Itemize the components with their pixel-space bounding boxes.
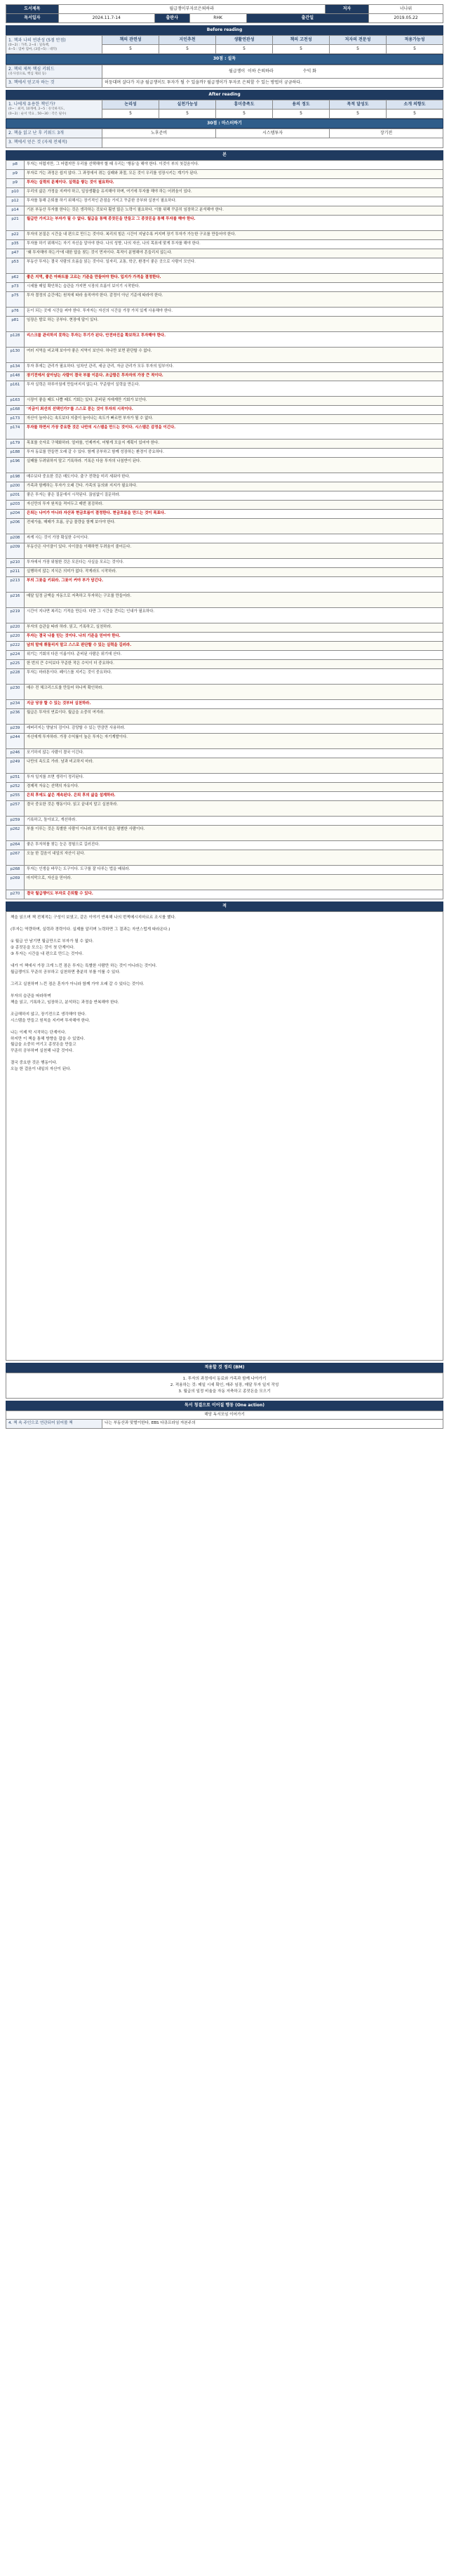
- note-row: [6, 258, 443, 273]
- note-row: [6, 362, 443, 371]
- note-page: p252: [6, 782, 25, 791]
- note-text: 부를 이루는 것은 특별한 사람이 아니라 포기하지 않은 평범한 사람이다.: [25, 825, 443, 840]
- book-title-label: 도서제목: [6, 5, 59, 14]
- note-page: p201: [6, 491, 25, 500]
- note-page: p198: [6, 473, 25, 482]
- note-text: 장기전에서 살아남는 사람이 결국 부를 이룬다. 조급함은 투자자의 가장 큰 적이다.: [25, 371, 443, 381]
- note-row: [6, 197, 443, 206]
- bm-title: 적용할 것 정리 (BM): [6, 1363, 443, 1373]
- note-row: [6, 748, 443, 758]
- note-text: 여러 지역을 비교해 보아야 좋은 지역이 보인다. 하나만 보면 판단할 수 없다.: [25, 347, 443, 362]
- note-text: 실행하지 않는 지식은 의미가 없다. 작게라도 시작하라.: [25, 567, 443, 576]
- publisher: RHK: [189, 14, 246, 23]
- note-page: p259: [6, 816, 25, 825]
- note-page: p220: [6, 632, 25, 641]
- note-page: p173: [6, 414, 25, 423]
- note-text: 가족과 함께하는 투자가 오래 간다. 가족의 동의와 지지가 필요하다.: [25, 482, 443, 491]
- note-page: p14: [6, 206, 25, 215]
- note-page: p208: [6, 534, 25, 543]
- note-page: p10: [6, 187, 25, 197]
- note-text: 투자는 인생을 바꾸는 도구이다. 도구를 잘 다루는 법을 배워라.: [25, 865, 443, 874]
- after-q1-hint: (0~ : 최저, 10개에, 2~5 : 유익하지도, (0~2) : 순서 역요 , 50~30 : 각은 필수): [8, 107, 67, 116]
- note-row: [6, 650, 443, 659]
- note-text: 은퇴 후에도 삶은 계속된다. 은퇴 후의 삶을 설계하라.: [25, 791, 443, 800]
- after-q1-label: [6, 100, 102, 119]
- note-page: p81: [6, 316, 25, 331]
- note-row: [6, 791, 443, 800]
- note-text: 자신만의 투자 원칙을 적어두고 매번 점검하라.: [25, 500, 443, 509]
- note-page: p128: [6, 331, 25, 347]
- note-row: [6, 659, 443, 668]
- note-text: 부자의 습관을 따라 하라. 읽고, 기록하고, 실천하라.: [25, 623, 443, 632]
- note-text: 경제적 자유는 선택의 자유이다.: [25, 782, 443, 791]
- before-questions-table: [6, 65, 443, 88]
- before-col: 저자의 전문성: [329, 36, 386, 45]
- note-text: 투자 실력은 하루아침에 만들어지지 않는다. 꾸준함이 실력을 만든다.: [25, 381, 443, 396]
- note-text: 투자는 결국 나를 믿는 것이다. 나의 기준을 믿어야 한다.: [25, 632, 443, 641]
- before-score: 5: [273, 45, 330, 54]
- note-text: 부동산은 사이클이 있다. 사이클을 이해하면 두려움이 줄어든다.: [25, 543, 443, 558]
- note-page: p196: [6, 457, 25, 473]
- note-row: [6, 405, 443, 414]
- note-text: 투자 후에는 관리가 필요하다. 임차인 관리, 세금 관리, 자금 관리가 모두 투자의 일부이다.: [25, 362, 443, 371]
- note-text: 싸게 사는 것이 가장 확실한 수익이다.: [25, 534, 443, 543]
- before-q3-label: 3. 책에서 얻고자 하는 것: [6, 78, 102, 87]
- note-row: [6, 782, 443, 791]
- note-text: 좋은 지역, 좋은 아파트를 고르는 기준을 만들어야 한다. 입지가 가격을 결정한다.: [25, 273, 443, 282]
- note-text: 결국 중요한 것은 행동이다. 읽고 끝내지 말고 실천하라.: [25, 800, 443, 816]
- note-page: p53: [6, 258, 25, 273]
- note-page: p76: [6, 307, 25, 316]
- note-text: 투자는 어렵지만, 그 어렵지만 우리를 선택해야 할 때 우리는 '행동'을 해야 한다. 이것이 부의 첫걸음이다.: [25, 160, 443, 169]
- note-text: 남의 말에 휘둘리지 말고 스스로 판단할 수 있는 실력을 길러라.: [25, 641, 443, 650]
- note-text: 실패를 두려워하지 말고 기록하라. 기록은 다음 투자의 나침반이 된다.: [25, 457, 443, 473]
- note-row: [6, 282, 443, 291]
- note-row: [6, 623, 443, 632]
- note-page: p230: [6, 684, 25, 699]
- think-title: 적: [6, 901, 443, 911]
- note-row: [6, 448, 443, 457]
- note-text: 월급만 가지고는 부자가 될 수 없다. 월급을 통해 종잣돈을 만들고 그 종잣돈을 통해 투자를 해야 한다.: [25, 215, 443, 230]
- note-page: p268: [6, 865, 25, 874]
- note-page: p73: [6, 282, 25, 291]
- note-text: 시세를 매일 확인하는 습관을 가지면 시장의 흐름이 보이기 시작한다.: [25, 282, 443, 291]
- note-row: [6, 249, 443, 258]
- note-row: [6, 534, 443, 543]
- note-text: 매수보다 중요한 것은 매도이다. 출구 전략을 미리 세워야 한다.: [25, 473, 443, 482]
- note-page: p239: [6, 724, 25, 733]
- note-page: p9: [6, 169, 25, 178]
- note-text: 부의 그릇을 키워라. 그릇이 커야 부가 담긴다.: [25, 576, 443, 592]
- note-text: 투자에서 가장 위험한 것은 모른다는 사실을 모르는 것이다.: [25, 558, 443, 567]
- note-page: p47: [6, 249, 25, 258]
- note-page: p269: [6, 874, 25, 890]
- note-page: p220: [6, 623, 25, 632]
- after-score: 5: [216, 110, 273, 119]
- note-row: [6, 396, 443, 405]
- note-page: p222: [6, 641, 25, 650]
- before-summary: 30점 : 설독: [6, 54, 443, 64]
- note-row: [6, 273, 443, 282]
- note-row: [6, 331, 443, 347]
- note-row: [6, 439, 443, 448]
- note-page: p148: [6, 371, 25, 381]
- note-page: p219: [6, 607, 25, 623]
- note-page: p35: [6, 239, 25, 249]
- after-col: 용의 정도: [273, 100, 330, 110]
- note-text: 부동산 투자는 결국 사람의 흐름을 읽는 것이다. 일자리, 교통, 학군, 환경이 좋은 곳으로 사람이 모인다.: [25, 258, 443, 273]
- before-q1-hint: (0~2) : 가족, 2~4 : 일독책, 4~5 : 엄마 엄마, (3점~5) : 대작): [8, 43, 58, 51]
- after-questions-table: [6, 128, 443, 147]
- note-text: 투자를 통해 은퇴를 하기 위해서는 장기적인 관점을 가지고 꾸준한 공부와 실천이 필요하다.: [25, 197, 443, 206]
- note-page: p75: [6, 291, 25, 307]
- note-row: [6, 724, 443, 733]
- note-page: p257: [6, 800, 25, 816]
- note-row: [6, 576, 443, 592]
- after-keyword: 장기전: [330, 129, 443, 138]
- note-text: 좋은 투자처를 찾는 눈은 경험으로 길러진다.: [25, 840, 443, 850]
- note-row: [6, 518, 443, 534]
- note-row: [6, 473, 443, 482]
- note-row: [6, 509, 443, 518]
- note-page: p188: [6, 448, 25, 457]
- note-page: p264: [6, 840, 25, 850]
- after-q3-label: 3. 책에서 얻은 것 (자제 전체적): [6, 138, 102, 147]
- after-score: 5: [329, 110, 386, 119]
- note-text: 마지막으로, 자신을 믿어라.: [25, 874, 443, 890]
- note-text: 매달 일정 금액을 자동으로 저축하고 투자하는 구조를 만들어라.: [25, 592, 443, 607]
- before-score: 5: [159, 45, 216, 54]
- before-q2-keywords: 월급쟁이 이하 은퇴하라 수익 화: [102, 65, 443, 78]
- read-date-label: 독서일자: [6, 14, 59, 23]
- note-text: 시간이 지나면 복리는 기적을 만든다. 다만 그 시간을 견디는 인내가 필요하다.: [25, 607, 443, 623]
- note-row: [6, 567, 443, 576]
- note-page: p251: [6, 773, 25, 782]
- note-page: p267: [6, 850, 25, 865]
- note-text: 투자 동료를 만들면 오래 갈 수 있다. 함께 공부하고 함께 성장하는 환경이 중요하다.: [25, 448, 443, 457]
- note-row: [6, 381, 443, 396]
- note-text: 한 번의 큰 수익보다 꾸준한 작은 수익이 더 중요하다.: [25, 659, 443, 668]
- note-page: p203: [6, 500, 25, 509]
- after-reading-table: [6, 100, 443, 119]
- author: 너나위: [369, 5, 443, 14]
- note-text: 결국 월급쟁이도 부자로 은퇴할 수 있다.: [25, 890, 443, 899]
- note-text: 투자 결정의 순간에는 원칙에 따라 움직여야 한다. 감정이 아닌 기준에 따라야 한다.: [25, 291, 443, 307]
- note-row: [6, 840, 443, 850]
- before-col: 책의 고전성: [273, 36, 330, 45]
- before-q2-text: 2. 책의 제목 핵심 키워드: [8, 66, 55, 72]
- before-col: 지인추천: [159, 36, 216, 45]
- note-text: 포기하지 않는 사람이 결국 이긴다.: [25, 748, 443, 758]
- after-score: 5: [273, 110, 330, 119]
- before-q2-hint: (유사성으로, 핵심 제외 등): [8, 72, 46, 76]
- note-row: [6, 641, 443, 650]
- after-score: 5: [102, 110, 159, 119]
- note-page: p12: [6, 197, 25, 206]
- note-page: p210: [6, 558, 25, 567]
- note-row: [6, 543, 443, 558]
- note-page: p179: [6, 439, 25, 448]
- note-row: [6, 491, 443, 500]
- action-label: 4. 책 속 주인으로 연관되어 읽어볼 책: [6, 1420, 102, 1429]
- note-row: [6, 558, 443, 567]
- note-page: p8: [6, 160, 25, 169]
- after-col: 논리성: [102, 100, 159, 110]
- note-row: [6, 215, 443, 230]
- after-keyword: 시스템투자: [216, 129, 330, 138]
- after-summary: 30점 : 마스터하기: [6, 119, 443, 128]
- note-page: p224: [6, 650, 25, 659]
- note-page: p225: [6, 659, 25, 668]
- before-q1-label: [6, 36, 102, 54]
- note-page: p255: [6, 791, 25, 800]
- note-page: p200: [6, 482, 25, 491]
- note-row: [6, 684, 443, 699]
- note-text: 투자 일지를 쓰면 생각이 정리된다.: [25, 773, 443, 782]
- note-text: 오늘 한 걸음이 내일의 자산이 된다.: [25, 850, 443, 865]
- action-answer: 나는 부동산과 맞벌이한다, EBS 다큐프라임 자본주의: [102, 1420, 443, 1429]
- note-text: 기본 부동산 투자를 한다는 것은 생각하는 것보다 훨씬 많은 노력이 필요하다. 이를 위해 꾸준히 임장하고 분석해야 한다.: [25, 206, 443, 215]
- note-text: 좋은 투자는 좋은 질문에서 시작된다. 끊임없이 질문하라.: [25, 491, 443, 500]
- read-date: 2024.11.7-14: [58, 14, 154, 23]
- note-page: p244: [6, 733, 25, 748]
- note-row: [6, 178, 443, 187]
- note-row: [6, 668, 443, 684]
- after-score: 5: [159, 110, 216, 119]
- note-row: [6, 347, 443, 362]
- note-row: [6, 206, 443, 215]
- note-row: [6, 291, 443, 307]
- note-page: p130: [6, 347, 25, 362]
- note-text: 위기는 기회의 다른 이름이다. 준비된 사람은 위기에 산다.: [25, 650, 443, 659]
- after-col: 흥미충족도: [216, 100, 273, 110]
- note-row: [6, 708, 443, 724]
- before-col: 생활연관성: [216, 36, 273, 45]
- before-q2-label: [6, 65, 102, 78]
- after-q2-label: 2. 책을 읽고 난 후 키워드 3개: [6, 129, 102, 138]
- note-text: 우리의 삶은 가정을 지켜야 하고, 일상생활을 유지해야 하며, 여기에 투자를 해야 하는 어려움이 있다.: [25, 187, 443, 197]
- pubdate-label: 출간일: [246, 14, 368, 23]
- publisher-label: 출판사: [154, 14, 189, 23]
- note-page: p161: [6, 381, 25, 396]
- note-page: p204: [6, 509, 25, 518]
- note-row: [6, 874, 443, 890]
- note-text: '왜 투자해야 하는가'에 대한 답을 찾는 것이 먼저이다. 목적이 분명해야 흔들리지 않는다.: [25, 249, 443, 258]
- note-text: 월급은 투자의 연료이다. 월급을 소중히 여겨라.: [25, 708, 443, 724]
- note-text: 투자는 실력의 문제이다. 실력을 쌓는 것이 필요하다.: [25, 178, 443, 187]
- note-page: p213: [6, 576, 25, 592]
- note-text: 투자의 본질은 시간을 내 편으로 만드는 것이다. 복리의 힘은 시간이 지날수록 커지며 장기 투자가 가능한 구조를 만들어야 한다.: [25, 230, 443, 239]
- note-row: [6, 414, 443, 423]
- before-q3-answer: 허둥대며 살다가 지금 월급쟁이도 투자가 될 수 있을까? 월급쟁이가 투자로 은퇴할 수 있는 방법이 궁금하다.: [102, 78, 443, 87]
- note-row: [6, 307, 443, 316]
- action-subtitle: 해당 독서모임 이어가기: [6, 1411, 443, 1420]
- book-title: 월급쟁이부자로은퇴하라: [58, 5, 325, 14]
- note-text: 전세가율, 매매가 흐름, 공급 물량을 함께 보아야 한다.: [25, 518, 443, 534]
- before-score: 5: [329, 45, 386, 54]
- note-page: p21: [6, 215, 25, 230]
- note-page: p209: [6, 543, 25, 558]
- book-info-table: [6, 4, 443, 23]
- after-reading-title: After reading: [6, 90, 443, 100]
- note-page: p270: [6, 890, 25, 899]
- note-row: [6, 160, 443, 169]
- note-row: [6, 758, 443, 773]
- note-text: 투자를 하기 위해서는 자기 자신을 알아야 한다. 나의 성향, 나의 자산, 나의 목표에 맞게 투자를 해야 한다.: [25, 239, 443, 249]
- note-text: '지금이 최선의 선택인가?'를 스스로 묻는 것이 투자의 시작이다.: [25, 405, 443, 414]
- note-page: p174: [6, 423, 25, 439]
- note-row: [6, 457, 443, 473]
- note-text: 돈이 되는 곳에 시간을 써야 한다. 투자자는 자신의 시간을 가장 가치 있게 사용해야 한다.: [25, 307, 443, 316]
- note-page: p234: [6, 699, 25, 708]
- note-row: [6, 239, 443, 249]
- note-page: p228: [6, 668, 25, 684]
- note-page: p246: [6, 748, 25, 758]
- note-text: 기록하고, 돌아보고, 개선하라.: [25, 816, 443, 825]
- note-page: p262: [6, 825, 25, 840]
- note-page: p206: [6, 518, 25, 534]
- before-col: 적용가능성: [386, 36, 443, 45]
- note-row: [6, 607, 443, 623]
- note-row: [6, 816, 443, 825]
- notes-table: [6, 160, 443, 899]
- note-row: [6, 316, 443, 331]
- note-text: 리스크를 관리하지 못하는 투자는 투기가 된다. 안전마진을 확보하고 투자해야 한다.: [25, 331, 443, 347]
- note-text: 시장이 좋을 때도 나쁠 때도 기회는 있다. 준비된 자에게만 기회가 보인다.: [25, 396, 443, 405]
- note-page: p236: [6, 708, 25, 724]
- note-row: [6, 592, 443, 607]
- note-row: [6, 230, 443, 239]
- before-score: 5: [386, 45, 443, 54]
- after-keyword: 노후준비: [102, 129, 216, 138]
- note-row: [6, 371, 443, 381]
- before-score: 5: [216, 45, 273, 54]
- after-q1-text: 1. 나에게 유용한 책인가?: [8, 102, 55, 107]
- note-text: 목표를 숫자로 구체화하라. 얼마를, 언제까지, 어떻게 모을지 계획이 있어야 한다.: [25, 439, 443, 448]
- note-text: 자신에게 투자하라. 가장 수익률이 높은 투자는 자기계발이다.: [25, 733, 443, 748]
- note-page: p168: [6, 405, 25, 414]
- note-text: 나만의 속도로 가라. 남과 비교하지 마라.: [25, 758, 443, 773]
- note-page: p22: [6, 230, 25, 239]
- after-col: 소개 의향도: [386, 100, 443, 110]
- after-score: 5: [386, 110, 443, 119]
- note-row: [6, 825, 443, 840]
- note-page: p134: [6, 362, 25, 371]
- note-text: 매수 전 체크리스트를 만들어 하나씩 확인하라.: [25, 684, 443, 699]
- note-row: [6, 169, 443, 178]
- bm-text: 1. 투자의 과정에서 동료와 가족과 함께 나아가기 2. 적용하는 것: 매일 시세 확인, 매주 임장, 매달 투자 일지 작성 3. 월급의 일정 비율을 자동 저축하고 종잣돈을 모으기: [6, 1373, 443, 1399]
- note-text: 자산이 늘어나는 속도보다 지출이 늘어나는 속도가 빠르면 부자가 될 수 없다.: [25, 414, 443, 423]
- notes-body: [6, 160, 443, 899]
- note-row: [6, 187, 443, 197]
- note-row: [6, 865, 443, 874]
- before-col: 책의 관련성: [102, 36, 159, 45]
- think-text: 책을 읽으며 책 전체적는 구성이 보였고, 같은 이야기 반복해 나의 번쩍메시지마르르 조시를 했다. (투자는 역량하며, 실력과 경력이다. 실제를 알리며 노력하면 그 결과는 자연스럽게 따라온다.) ① 월급 안 남기면 월급만으로 부자가 될 수 없다. ② 종잣돈을 모으는 것이 첫 단계이다. ③ 투자는 시간을 내 편으로 만드는 것이다. 내가 이 책에서 가장 크게 느낀 점은 투자는 특별한 사람만 하는 것이 아니라는 것이다. 월급쟁이도 꾸준히 공부하고 실천하면 충분히 부를 이룰 수 있다. 그리고 실천하며 느낀 점은 혼자가 아니라 함께 가야 오래 갈 수 있다는 것이다. 부자의 습관을 따라하며 책을 읽고, 기록하고, 임장하고, 분석하는 과정을 반복해야 한다. 조급해하지 않고, 장기전으로 생각해야 한다. 시스템을 만들고 원칙을 지키며 투자해야 한다. 나는 이제 막 시작하는 단계이다. 하지만 이 책을 통해 방향을 잡을 수 있었다. 월급을 소중히 여기고 종잣돈을 만들고 꾸준히 공부하며 실천해 나갈 것이다. 결국 중요한 것은 행동이다. 오늘 한 걸음이 내일의 자산이 된다.: [6, 911, 443, 1361]
- action-table: [6, 1411, 443, 1429]
- note-row: [6, 733, 443, 748]
- action-title: 독서 청결으로 이어질 행동 (One action): [6, 1401, 443, 1411]
- before-q1-text: 1. 책과 나의 연관성 (5점 만점): [8, 37, 66, 43]
- note-row: [6, 773, 443, 782]
- after-col: 실천가능성: [159, 100, 216, 110]
- note-row: [6, 699, 443, 708]
- after-q3-answer: [102, 138, 443, 147]
- before-reading-title: Before reading: [6, 25, 443, 35]
- note-page: p9: [6, 178, 25, 187]
- note-page: p163: [6, 396, 25, 405]
- note-row: [6, 800, 443, 816]
- note-text: 투자는 마라톤이다. 페이스를 지키는 것이 중요하다.: [25, 668, 443, 684]
- note-row: [6, 850, 443, 865]
- note-text: 투자를 하면서 가장 중요한 것은 나만의 시스템을 만드는 것이다. 시스템은 감정을 이긴다.: [25, 423, 443, 439]
- author-label: 저자: [325, 5, 368, 14]
- note-page: p249: [6, 758, 25, 773]
- note-row: [6, 423, 443, 439]
- note-page: p216: [6, 592, 25, 607]
- note-row: [6, 890, 443, 899]
- pubdate: 2019.05.22: [369, 14, 443, 23]
- before-score: 5: [102, 45, 159, 54]
- note-page: p211: [6, 567, 25, 576]
- note-page: p62: [6, 273, 25, 282]
- note-row: [6, 482, 443, 491]
- note-text: 레버리지는 양날의 검이다. 감당할 수 있는 만큼만 사용하라.: [25, 724, 443, 733]
- note-text: 은퇴는 나이가 아니라 자산과 현금흐름이 결정한다. 현금흐름을 만드는 것이 목표다.: [25, 509, 443, 518]
- before-reading-table: [6, 35, 443, 54]
- note-text: 부자로 가는 과정은 쉽지 않다. 그 과정에서 겪는 실패와 좌절, 모든 것이 우리를 성장시키는 계기가 된다.: [25, 169, 443, 178]
- note-text: 지금 당장 할 수 있는 것부터 실천하라.: [25, 699, 443, 708]
- notes-title: 본: [6, 150, 443, 160]
- note-row: [6, 632, 443, 641]
- note-row: [6, 500, 443, 509]
- after-col: 목적 달성도: [329, 100, 386, 110]
- note-text: 임장은 발로 하는 공부다. 현장에 답이 있다.: [25, 316, 443, 331]
